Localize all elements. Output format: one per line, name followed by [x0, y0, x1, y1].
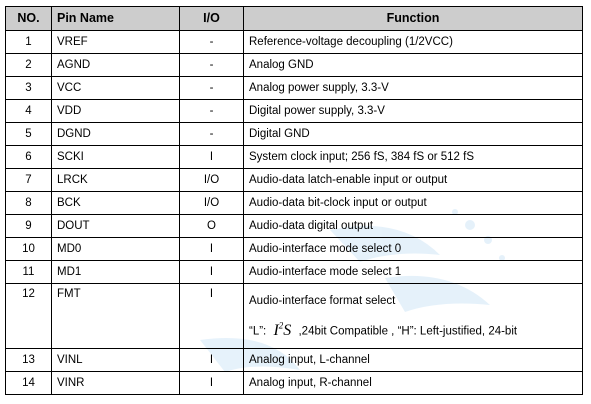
- pin-number: 9: [6, 215, 52, 238]
- i2s-exponent: 2: [278, 320, 284, 331]
- pin-name: VREF: [52, 31, 180, 54]
- pin-description-table: [5, 6, 583, 395]
- pin-name: VDD: [52, 100, 180, 123]
- pin-function: Analog GND: [244, 54, 583, 77]
- table-header-row: [6, 7, 583, 31]
- pin-number: 12: [6, 284, 52, 349]
- header-io: I/O: [180, 7, 244, 31]
- pin-number: 7: [6, 169, 52, 192]
- pin-io: I: [180, 238, 244, 261]
- pin-function: Audio-data bit-clock input or output: [244, 192, 583, 215]
- pin-io: I: [180, 349, 244, 372]
- table-row: [6, 261, 583, 284]
- table-row: [6, 146, 583, 169]
- pin-name: BCK: [52, 192, 180, 215]
- table-row: [6, 215, 583, 238]
- pin-name: VINL: [52, 349, 180, 372]
- pin-name: DOUT: [52, 215, 180, 238]
- pin-io: O: [180, 215, 244, 238]
- pin-io: I: [180, 261, 244, 284]
- i2s-suffix: S: [283, 321, 292, 339]
- pin-name: LRCK: [52, 169, 180, 192]
- pin-function: Analog input, L-channel: [244, 349, 583, 372]
- table-row: [6, 100, 583, 123]
- pin-function: Analog power supply, 3.3-V: [244, 77, 583, 100]
- pin-name: MD1: [52, 261, 180, 284]
- pin-io: I/O: [180, 169, 244, 192]
- fmt-detail-text: ,24bit Compatible , “H”: Left-justified, 24-bit: [298, 325, 518, 338]
- pin-io: -: [180, 54, 244, 77]
- i2s-letter: I: [273, 321, 279, 339]
- pin-number: 11: [6, 261, 52, 284]
- pin-function: Digital power supply, 3.3-V: [244, 100, 583, 123]
- pin-name: SCKI: [52, 146, 180, 169]
- table-row: [6, 349, 583, 372]
- pin-function: Digital GND: [244, 123, 583, 146]
- pin-io: -: [180, 31, 244, 54]
- pin-function: System clock input; 256 fS, 384 fS or 512 fS: [244, 146, 583, 169]
- pin-function: [244, 284, 583, 349]
- table-row: [6, 123, 583, 146]
- table-row: [6, 238, 583, 261]
- pin-name: FMT: [52, 284, 180, 349]
- header-function: Function: [244, 7, 583, 31]
- pin-function: Analog input, R-channel: [244, 372, 583, 395]
- table-row: [6, 169, 583, 192]
- table-row-fmt: [6, 284, 583, 349]
- pin-function: Audio-data digital output: [244, 215, 583, 238]
- pin-io: I: [180, 284, 244, 349]
- pin-io: I/O: [180, 192, 244, 215]
- pin-number: 10: [6, 238, 52, 261]
- pin-name: AGND: [52, 54, 180, 77]
- pin-name: VCC: [52, 77, 180, 100]
- pin-number: 6: [6, 146, 52, 169]
- fmt-function-detail: [249, 321, 577, 339]
- pin-name: MD0: [52, 238, 180, 261]
- pin-io: -: [180, 123, 244, 146]
- pin-number: 13: [6, 349, 52, 372]
- pin-function: Audio-interface mode select 1: [244, 261, 583, 284]
- i2s-symbol: [269, 322, 295, 339]
- pin-io: -: [180, 77, 244, 100]
- pin-function: Audio-data latch-enable input or output: [244, 169, 583, 192]
- pin-number: 4: [6, 100, 52, 123]
- pin-name: DGND: [52, 123, 180, 146]
- pin-function: Audio-interface mode select 0: [244, 238, 583, 261]
- pin-number: 8: [6, 192, 52, 215]
- fmt-function-title: Audio-interface format select: [249, 294, 396, 307]
- fmt-low-label: “L”:: [249, 325, 267, 338]
- pin-name: VINR: [52, 372, 180, 395]
- table-row: [6, 372, 583, 395]
- table-row: [6, 54, 583, 77]
- header-pin-name: Pin Name: [52, 7, 180, 31]
- pin-io: -: [180, 100, 244, 123]
- pin-number: 14: [6, 372, 52, 395]
- header-no: NO.: [6, 7, 52, 31]
- pin-io: I: [180, 146, 244, 169]
- pin-io: I: [180, 372, 244, 395]
- table-row: [6, 77, 583, 100]
- pin-number: 5: [6, 123, 52, 146]
- pin-number: 2: [6, 54, 52, 77]
- table-row: [6, 192, 583, 215]
- table-row: [6, 31, 583, 54]
- pin-function: Reference-voltage decoupling (1/2VCC): [244, 31, 583, 54]
- pin-number: 3: [6, 77, 52, 100]
- pin-number: 1: [6, 31, 52, 54]
